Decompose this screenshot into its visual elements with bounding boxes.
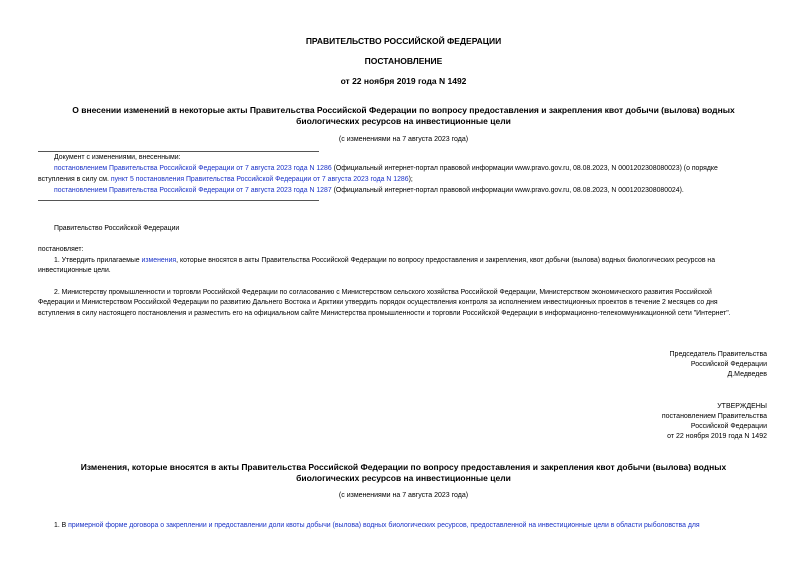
changes-intro: Документ с изменениями, внесенными: (54, 154, 181, 161)
document-type: ПОСТАНОВЛЕНИЕ (364, 56, 443, 66)
paragraph-1-line2: инвестиционные цели. (38, 267, 111, 274)
changes-box-top-rule (38, 151, 319, 152)
approved-block (662, 402, 767, 442)
annex-title-line2: биологических ресурсов на инвестиционные цели (296, 473, 511, 483)
changes-item-1 (54, 164, 718, 175)
signature-name: Д.Медведев (727, 371, 767, 378)
resolution-1287-link[interactable]: постановлением Правительства Российской Федерации от 7 августа 2023 года N 1287 (54, 187, 332, 194)
paragraph-2-line2: Федерации и Министерством Российской Федерации по развитию Дальнего Востока и Арктики утвердить порядок осуществления контроля за исполнением инвестиционных проектов в течение 2 месяцев со дня (38, 299, 718, 306)
annex-item-1-pre: 1. В (54, 522, 69, 529)
changes-item-1-cont-pre: вступления в силу см. (38, 176, 111, 183)
revision-note: (с изменениями на 7 августа 2023 года) (338, 136, 469, 143)
paragraph-1-pre: 1. Утвердить прилагаемые (54, 257, 142, 264)
government-heading: ПРАВИТЕЛЬСТВО РОССИЙСКОЙ ФЕДЕРАЦИИ (305, 36, 502, 46)
changes-box-bottom-rule (38, 200, 319, 201)
paragraph-2-line3: вступления в силу настоящего постановления и разместить его на официальном сайте Министерства промышленности и торговли Российской Федерации в информационно-телекоммуникационной сети "Интернет". (38, 310, 731, 317)
sample-contract-form-link[interactable]: примерной форме договора о закреплении и предоставлении доли квоты добычи (вылова) водных биологических ресурсов, предоставленной на инвестиционные цели в области рыболовства для (68, 522, 700, 529)
approved-heading: УТВЕРЖДЕНЫ (717, 403, 767, 410)
issuer: Правительство Российской Федерации (54, 225, 180, 232)
signature-position: Председатель Правительства (669, 351, 767, 358)
document-date-number: от 22 ноября 2019 года N 1492 (340, 76, 467, 86)
document-title-line1: О внесении изменений в некоторые акты Правительства Российской Федерации по вопросу предоставления и закрепления квот добычи (вылова) водных (72, 105, 735, 115)
paragraph-1-line1 (54, 256, 715, 267)
resolves-word: постановляет: (38, 246, 84, 253)
paragraph-2-line1: 2. Министерству промышленности и торговли Российской Федерации по согласованию с Министерством сельского хозяйства Российской Федерации, Министерством экономического развития Российской (54, 289, 712, 296)
changes-item-1-cont (38, 175, 413, 186)
paragraph-1-post: , которые вносятся в акты Правительства Российской Федерации по вопросу предоставления и закрепления, квот добычи (вылова) водных биологических ресурсов на (176, 257, 716, 264)
changes-item-1-text: (Официальный интернет-портал правовой информации www.pravo.gov.ru, 08.08.2023, N 0001202308080023) (о порядке (331, 165, 718, 172)
signature-block (670, 350, 767, 380)
signature-country: Российской Федерации (690, 361, 767, 368)
resolution-1286-link[interactable]: постановлением Правительства Российской Федерации от 7 августа 2023 года N 1286 (54, 165, 332, 172)
approved-by: постановлением Правительства (661, 413, 767, 420)
approved-country: Российской Федерации (690, 423, 767, 430)
annex-item-1 (54, 521, 700, 532)
changes-link[interactable]: изменения (141, 257, 177, 264)
changes-item-2 (54, 186, 684, 197)
approved-date: от 22 ноября 2019 года N 1492 (667, 433, 767, 440)
changes-item-1-cont-post: ); (408, 176, 413, 183)
annex-revision-note: (с изменениями на 7 августа 2023 года) (338, 492, 469, 499)
annex-title-line1: Изменения, которые вносятся в акты Правительства Российской Федерации по вопросу предоставления и закрепления квот добычи (вылова) водных (80, 462, 727, 472)
resolution-1286-point5-link[interactable]: пункт 5 постановления Правительства Российской Федерации от 7 августа 2023 года N 1286 (110, 176, 409, 183)
changes-item-2-text: (Официальный интернет-портал правовой информации www.pravo.gov.ru, 08.08.2023, N 0001202308080024). (331, 187, 684, 194)
document-title-line2: биологических ресурсов на инвестиционные цели (296, 116, 511, 126)
